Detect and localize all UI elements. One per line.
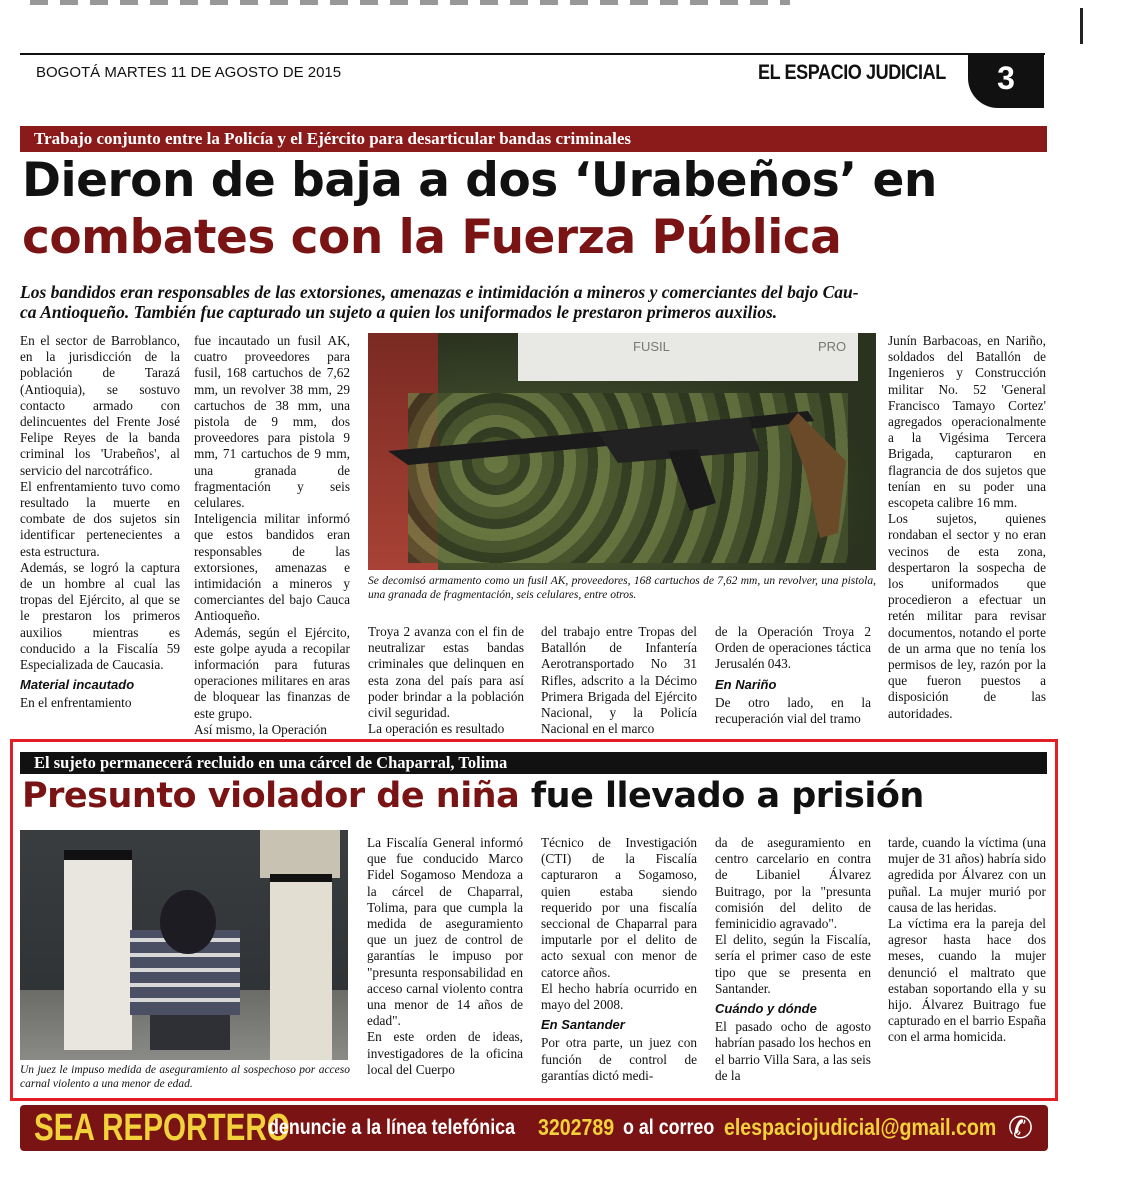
article2-column-2 — [541, 835, 697, 1097]
phone-icon: ✆ — [1008, 1111, 1034, 1146]
rifle-magazine — [668, 449, 716, 511]
article2-kicker: El sujeto permanecerá recluido en una cárcel de Chaparral, Tolima — [20, 752, 1047, 774]
article1-lead — [20, 282, 1050, 322]
paragraph: En el enfrentamiento — [20, 695, 132, 711]
page-number-tab — [968, 54, 1044, 108]
article1-headline-line1: Dieron de baja a dos ‘Urabeños’ en — [22, 153, 937, 208]
scan-artifact — [30, 0, 790, 5]
prisoner-legs — [150, 1015, 230, 1050]
paragraph: Troya 2 avanza con el fin de neutralizar estas bandas criminales que delinquen en esta zona del país para así poder brindar a la población civil seguridad. — [368, 624, 524, 721]
article1-column-5 — [715, 624, 871, 738]
article1-column-3 — [368, 624, 524, 738]
paragraph: Así mismo, la Operación — [194, 721, 327, 737]
subhead-en-narino: En Nariño — [715, 676, 777, 692]
paragraph: El delito, según la Fiscalía, sería el primer caso de este tipo que se presenta en Santander. — [715, 932, 871, 996]
paragraph: Por otra parte, un juez con función de control de garantías dictó medi- — [541, 1035, 697, 1083]
rifle-stock — [788, 413, 846, 538]
scan-artifact — [1080, 8, 1083, 44]
rifle-image — [368, 333, 876, 570]
article1-headline-line2: combates con la Fuerza Pública — [22, 210, 842, 265]
prisoner-photo-caption: Un juez le impuso medida de aseguramiento al sospechoso por acceso carnal violento a una menor de edad. — [20, 1064, 350, 1090]
header-rule — [20, 53, 1045, 55]
paragraph: La Fiscalía General informó que fue conducido Marco Fidel Sogamoso Mendoza a la cárcel de Chaparral, Tolima, para que cumpla la medida de aseguramiento que un juez de control de garantías le impuso por "presunta responsabilidad en acceso carnal violento contra una menor de 14 años de edad". — [367, 835, 523, 1029]
photo-label-right: PRO — [818, 339, 847, 354]
paragraph: de la Operación Troya 2 Orden de operaciones táctica Jerusalén 043. — [715, 624, 871, 672]
prisoner-hood — [160, 890, 216, 954]
article2-column-4 — [888, 835, 1046, 1097]
paragraph: tarde, cuando la víctima (una mujer de 31 años) habría sido agredida por Álvarez con un puñal. La mujer murió por causa de las heridas. — [888, 835, 1046, 915]
lead-line1: Los bandidos eran responsables de las extorsiones, amenazas e intimidación a mineros y comerciantes del bajo Cau- — [20, 282, 859, 302]
article1-column-1 — [20, 333, 180, 743]
paragraph: La víctima era la pareja del agresor hasta hace dos meses, cuando la mujer denunció el maltrato que estaban soportando ella y su hijo. Álvarez Buitrago fue capturado en el barrio España con el arma homicida. — [888, 916, 1046, 1045]
article1-column-2 — [194, 333, 350, 743]
page-number: 3 — [997, 60, 1015, 96]
lead-line2: ca Antioqueño. También fue capturado un sujeto a quien los uniformados le prestaron primeros auxilios. — [20, 302, 778, 322]
paragraph: Además, según el Ejército, este golpe ayuda a recopilar información para futuras operaciones militares en aras de bloquear las finanzas de este grupo. — [194, 624, 350, 721]
guard-left-belt — [64, 850, 132, 860]
article2-headline — [22, 776, 924, 816]
paper-name: EL ESPACIO JUDICIAL — [758, 61, 946, 84]
article1-column-6 — [888, 333, 1046, 738]
headline-black-part: fue llevado a prisión — [530, 776, 924, 816]
paragraph: El hecho habría ocurrido en mayo del 2008. — [541, 980, 697, 1013]
paragraph: Inteligencia militar informó que estos bandidos eran responsables de las extorsiones, amenazas e intimidación a mineros y comerciantes del bajo Cauca Antioqueño. — [194, 511, 350, 624]
weapons-photo — [368, 333, 876, 570]
subhead-en-santander: En Santander — [541, 1017, 625, 1033]
headline-red-part: Presunto violador de niña — [22, 776, 520, 816]
paragraph: La operación es resultado — [368, 721, 505, 737]
dateline: BOGOTÁ MARTES 11 DE AGOSTO DE 2015 — [36, 64, 342, 81]
guard-right-shirt — [260, 830, 340, 878]
prisoner-figures — [20, 830, 348, 1060]
footer-text-1: denuncie a la línea telefónica — [268, 1116, 516, 1139]
article2-column-1 — [367, 835, 523, 1097]
paragraph: Los sujetos, quienes rondaban el sector y no eran vecinos de esta zona, despertaron la sospecha de los uniformados que procedieron a efectuar un retén militar para revisar documentos, notando el porte de un arma que no tenía los permisos de ley, razón por la que fueron puestos a disposición de las autoridades. — [888, 511, 1046, 721]
paragraph: del trabajo entre Tropas del Batallón de Infantería Aerotransportado No 31 Rifles, adscrito a la Décimo Primera Brigada del Ejército Nacional, y la Policía Nacional en el marco — [541, 624, 697, 737]
guard-left-legs — [64, 850, 132, 1050]
article1-kicker: Trabajo conjunto entre la Policía y el Ejército para desarticular bandas criminales — [20, 126, 1047, 152]
article2-column-3 — [715, 835, 871, 1097]
paragraph: En este orden de ideas, investigadores de la oficina local del Cuerpo — [367, 1029, 523, 1077]
paragraph: fue incautado un fusil AK, cuatro proveedores para fusil, 168 cartuchos de 7,62 mm, un revolver 38 mm, 29 cartuchos de 38 mm, una pistola de 9 mm, dos proveedores para pistola 9 mm, 71 cartuchos de 9 mm, una granada de fragmentación y seis celulares. — [194, 333, 350, 511]
guard-right-belt — [270, 874, 332, 882]
paragraph: Técnico de Investigación (CTI) de la Fiscalía capturaron a Sogamoso, quien estaba siendo requerido por una fiscalía seccional de Chaparral para imputarle por el delito de acto sexual con menor de catorce años. — [541, 835, 697, 980]
footer-text-2: o al correo — [623, 1116, 715, 1139]
footer-banner — [20, 1105, 1048, 1151]
paragraph: da de aseguramiento en centro carcelario en contra de Libaniel Álvarez Buitrago, por la "presunta comisión del delito de feminicidio agravado". — [715, 835, 871, 932]
paragraph: En el sector de Barroblanco, en la jurisdicción de la población de Tarazá (Antioquia), se sostuvo contacto armado con delincuentes del Frente José Felipe Reyes de la banda criminal los 'Urabeños', al servicio del narcotráfico. — [20, 333, 180, 478]
paragraph: El enfrentamiento tuvo como resultado la muerte en combate de dos sujetos sin identificar pertenecientes a esta estructura. — [20, 478, 180, 559]
footer-email[interactable]: elespaciojudicial@gmail.com — [724, 1114, 997, 1140]
prisoner-photo — [20, 830, 348, 1060]
article1-column-4 — [541, 624, 697, 738]
subhead-material-incautado: Material incautado — [20, 677, 135, 693]
footer-slogan: SEA REPORTERO — [34, 1107, 290, 1149]
paragraph: Junín Barbacoas, en Nariño, soldados del Batallón de Ingenieros y Construcción militar No. 52 'General Francisco Tamayo Cortez' agregados operacionalmente a la Vigésima Tercera Brigada, capturaron en flagrancia de dos sujetos que tenían en su poder una escopeta calibre 16 mm. — [888, 333, 1046, 511]
paragraph: El pasado ocho de agosto habrían pasado los hechos en el barrio Villa Sara, a las seis de la — [715, 1019, 871, 1083]
weapons-photo-caption: Se decomisó armamento como un fusil AK, proveedores, 168 cartuchos de 7,62 mm, un revolver, una pistola, una granada de fragmentación, seis celulares, entre otros. — [368, 575, 876, 601]
photo-label-left: FUSIL — [633, 339, 670, 354]
footer-phone: 3202789 — [538, 1114, 615, 1140]
paragraph: De otro lado, en la recuperación vial del tramo — [715, 694, 871, 727]
guard-right-legs — [270, 860, 332, 1060]
paragraph: Además, se logró la captura de un hombre al cual las tropas del Ejército, al que se le prestaron los primeros auxilios mientras es conducido a la Fiscalía 59 Especializada de Caucasia. — [20, 559, 180, 673]
subhead-cuando-y-donde: Cuándo y dónde — [715, 1001, 817, 1017]
